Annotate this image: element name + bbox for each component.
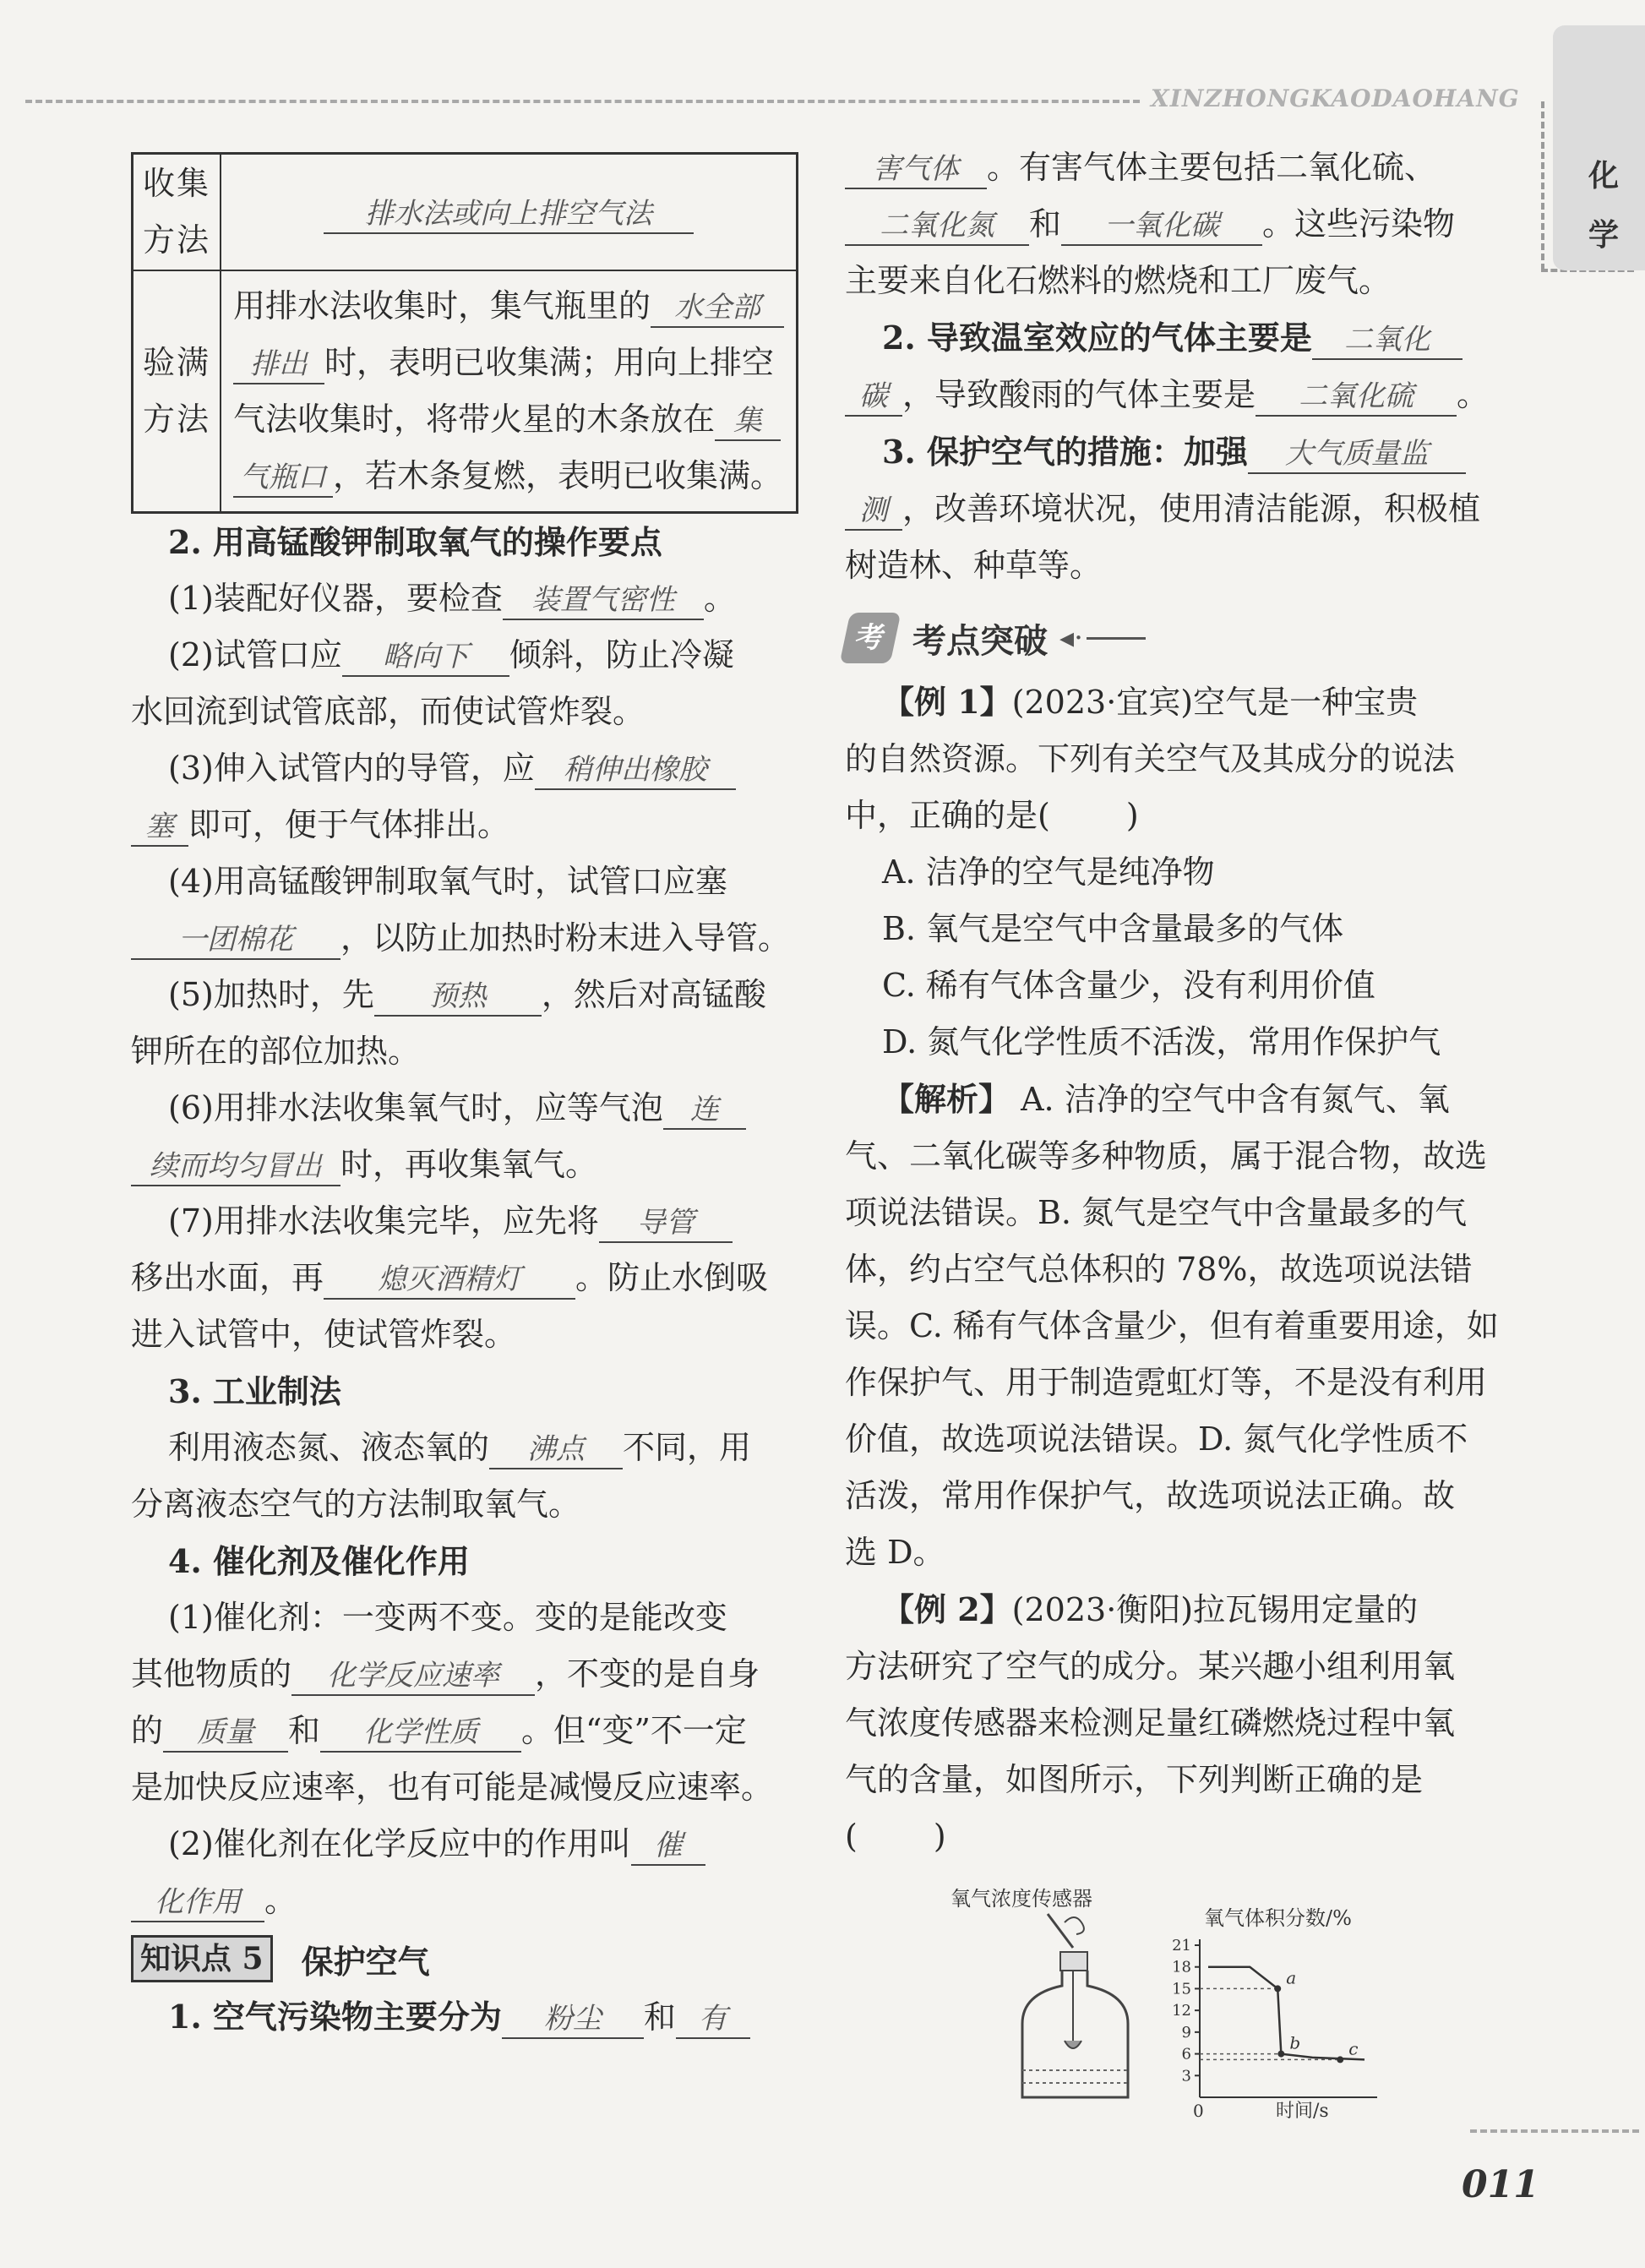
analysis-line: 活泼，常用作保护气，故选项说法正确。故 xyxy=(845,1477,1456,1514)
paragraph xyxy=(131,627,798,684)
section-title: 4. 催化剂及催化作用 xyxy=(168,1542,470,1580)
text: 移出水面，再 xyxy=(131,1259,324,1296)
text: 和 xyxy=(288,1712,321,1749)
annotation-label: c xyxy=(1348,2038,1359,2059)
side-tab-char-2: 学 xyxy=(1588,217,1620,253)
text-line: 进入试管中，使试管炸裂。 xyxy=(131,1316,517,1353)
annotation-point xyxy=(1274,1985,1281,1992)
paragraph xyxy=(845,309,1512,367)
blank: 装置气密性 xyxy=(503,581,704,620)
analysis-line xyxy=(845,1071,1512,1128)
paragraph xyxy=(131,570,798,627)
y-tick-label: 3 xyxy=(1181,2067,1191,2085)
text: (5)加热时，先 xyxy=(168,976,374,1013)
bottle-stopper xyxy=(1060,1952,1087,1971)
knowledge-point-title: 保护空气 xyxy=(301,1942,430,1981)
knowledge-point-heading xyxy=(131,1929,798,1988)
text: 时，再收集氧气。 xyxy=(340,1146,598,1183)
text: ，然后对高锰酸 xyxy=(541,976,766,1013)
side-tab-char-1: 化 xyxy=(1588,158,1620,194)
blank: 沸点 xyxy=(489,1431,623,1469)
option-c: C. 稀有气体含量少，没有利用价值 xyxy=(882,967,1375,1004)
text: 和 xyxy=(1029,205,1062,243)
blank: 气瓶口 xyxy=(233,459,333,498)
text-line: (4)用高锰酸钾制取氧气时，试管口应塞 xyxy=(168,863,727,900)
text-line: (1)催化剂：一变两不变。变的是能改变 xyxy=(168,1599,727,1636)
text: 。 xyxy=(703,580,736,617)
blank: 排出 xyxy=(233,346,324,384)
blank: 碳 xyxy=(845,378,902,417)
blank: 害气体 xyxy=(845,150,987,189)
figure-svg xyxy=(938,1876,1411,2121)
text: 。这些污染物 xyxy=(1262,205,1456,243)
blank: 连 xyxy=(663,1091,746,1130)
blank: 质量 xyxy=(163,1714,288,1753)
table-head-collection: 收集方法 xyxy=(133,154,221,271)
paragraph xyxy=(131,1193,798,1250)
text: A. 洁净的空气中含有氮气、氧 xyxy=(1021,1081,1450,1118)
origin-label: 0 xyxy=(1193,2101,1204,2121)
blank: 化学性质 xyxy=(320,1714,521,1753)
table-cell-collection xyxy=(221,154,798,271)
text: 气法收集时，将带火星的木条放在 xyxy=(232,401,715,438)
text: 1. 空气污染物主要分为 xyxy=(168,1998,502,2036)
text: (2023·宜宾)空气是一种宝贵 xyxy=(1011,684,1419,721)
example-tag: 【例 2】 xyxy=(882,1590,1012,1628)
text-line xyxy=(845,788,1512,844)
text-line xyxy=(131,797,798,853)
text-line xyxy=(131,1250,798,1306)
blank: 集 xyxy=(715,402,781,441)
section-title: 3. 工业制法 xyxy=(168,1372,341,1410)
annotation-label: b xyxy=(1289,2032,1301,2053)
phosphorus-flame xyxy=(1065,2041,1081,2048)
blank: 一氧化碳 xyxy=(1061,207,1262,246)
option-d: D. 氮气化学性质不活泼，常用作保护气 xyxy=(882,1023,1441,1060)
arrow-icon: ◂· xyxy=(1059,621,1083,655)
knowledge-point-badge: 知识点 5 xyxy=(131,1935,273,1982)
blank: 有 xyxy=(676,2000,750,2039)
text-line xyxy=(845,139,1512,196)
text: 倾斜，防止冷凝 xyxy=(509,636,734,673)
text-line: 方法研究了空气的成分。某兴趣小组利用氧 xyxy=(845,1648,1456,1685)
text-line: 树造林、种草等。 xyxy=(845,547,1103,584)
side-dashed-rule xyxy=(1541,101,1544,270)
text: 。 xyxy=(1457,376,1490,413)
analysis-line: 气、二氧化碳等多种物质，属于混合物，故选 xyxy=(845,1137,1488,1175)
page-number: 011 xyxy=(1462,2163,1539,2206)
blank: 预热 xyxy=(374,978,542,1017)
table-row xyxy=(133,154,798,271)
analysis-line: 价值，故选项说法错误。D. 氮气化学性质不 xyxy=(845,1420,1468,1458)
y-tick-label: 12 xyxy=(1172,2002,1191,2020)
analysis-tag: 【解析】 xyxy=(882,1080,1011,1118)
paragraph xyxy=(131,1420,798,1476)
header-brand: XINZHONGKAODAOHANG xyxy=(1141,85,1530,112)
text-line xyxy=(131,1703,798,1759)
text-line: 是加快反应速率，也有可能是减慢反应速率。 xyxy=(131,1769,774,1806)
text: 不同，用 xyxy=(623,1429,752,1466)
analysis-line: 选 D。 xyxy=(845,1534,945,1571)
text-line xyxy=(845,481,1512,537)
blank: 熄灭酒精灯 xyxy=(324,1261,575,1300)
text: 3. 保护空气的措施：加强 xyxy=(882,433,1248,471)
example-tag: 【例 1】 xyxy=(882,683,1012,721)
blank: 测 xyxy=(845,492,902,531)
analysis-line: 误。C. 稀有气体含量少，但有着重要用途，如 xyxy=(845,1307,1499,1344)
text: 的 xyxy=(131,1712,164,1749)
blank: 二氧化 xyxy=(1312,321,1463,360)
y-tick-label: 6 xyxy=(1181,2045,1191,2064)
option-a: A. 洁净的空气是纯净物 xyxy=(882,853,1215,891)
text: (1)装配好仪器，要检查 xyxy=(168,580,503,617)
paragraph xyxy=(131,1080,798,1137)
paragraph xyxy=(131,740,798,797)
annotation-label: a xyxy=(1286,1967,1297,1988)
blank: 塞 xyxy=(131,808,188,847)
text-line xyxy=(845,367,1512,423)
text-line: 气的含量，如图所示，下列判断正确的是 xyxy=(845,1761,1424,1798)
analysis-line: 项说法错误。B. 氮气是空气中含量最多的气 xyxy=(845,1194,1468,1231)
annotation-point xyxy=(1277,2051,1284,2058)
blank: 水全部 xyxy=(651,289,784,328)
text: 。有害气体主要包括二氧化硫、 xyxy=(987,149,1437,186)
table-head-full-check: 验满方法 xyxy=(133,270,221,513)
sensor-label: 氧气浓度传感器 xyxy=(951,1887,1092,1911)
text: 和 xyxy=(643,1998,676,2036)
text-line: 钾所在的部位加热。 xyxy=(131,1033,421,1070)
example-1-line xyxy=(845,673,1512,731)
blank: 大气质量监 xyxy=(1248,435,1466,474)
text: ，不变的是自身 xyxy=(535,1655,760,1693)
table-row xyxy=(133,270,798,513)
blank-collection-method: 排水法或向上排空气法 xyxy=(324,195,694,234)
gas-bottle xyxy=(1022,1971,1128,2097)
blank: 催 xyxy=(631,1827,705,1866)
text-line: 的自然资源。下列有关空气及其成分的说法 xyxy=(845,740,1456,777)
text: ，导致酸雨的气体主要是 xyxy=(902,376,1256,413)
text: 时，表明已收集满；用向上排空 xyxy=(324,344,774,381)
exam-points-banner xyxy=(845,602,1512,673)
text: 利用液态氮、液态氧的 xyxy=(168,1429,490,1466)
text-line: 水回流到试管底部，而使试管炸裂。 xyxy=(131,693,645,730)
blank: 导管 xyxy=(599,1204,733,1243)
text: (3)伸入试管内的导管，应 xyxy=(168,750,535,787)
subject-side-tab xyxy=(1553,25,1645,270)
pencil-icon: 考 xyxy=(840,613,901,663)
blank: 续而均匀冒出 xyxy=(131,1148,340,1186)
section-title: 2. 用高锰酸钾制取氧气的操作要点 xyxy=(168,523,662,561)
text: ，若木条复燃，表明已收集满。 xyxy=(332,457,782,494)
text: 。但“变”不一定 xyxy=(521,1712,747,1749)
text: 中，正确的是( xyxy=(845,797,1050,834)
text-line xyxy=(131,1646,798,1703)
text: ，以防止加热时粉末进入导管。 xyxy=(340,919,791,957)
text-line xyxy=(845,196,1512,253)
banner-title: 考点突破 xyxy=(912,620,1048,661)
left-column xyxy=(131,152,798,2046)
text: ) xyxy=(933,1818,946,1855)
x-axis-label: 时间/s xyxy=(1276,2101,1329,2121)
y-tick-label: 15 xyxy=(1172,1980,1191,1998)
paragraph xyxy=(845,423,1512,481)
table-cell-full-check xyxy=(221,270,798,513)
text: 其他物质的 xyxy=(131,1655,292,1693)
text-line: 主要来自化石燃料的燃烧和工厂废气。 xyxy=(845,262,1392,299)
text: (6)用排水法收集氧气时，应等气泡 xyxy=(168,1089,663,1126)
chart-layer xyxy=(1172,1937,1364,2085)
analysis-line: 体，约占空气总体积的 78%，故选项说法错 xyxy=(845,1251,1473,1288)
blank: 二氧化氮 xyxy=(845,207,1029,246)
text-line xyxy=(131,1137,798,1193)
text: 。防止水倒吸 xyxy=(575,1259,769,1296)
text: ( xyxy=(845,1818,858,1855)
banner-rule xyxy=(1087,637,1146,640)
paragraph xyxy=(131,1816,798,1873)
text: (7)用排水法收集完毕，应先将 xyxy=(168,1202,599,1240)
blank: 粉尘 xyxy=(502,2000,644,2039)
y-tick-label: 18 xyxy=(1172,1958,1191,1976)
y-axis-label: 氧气体积分数/% xyxy=(1204,1906,1352,1930)
text: (2)催化剂在化学反应中的作用叫 xyxy=(168,1825,631,1862)
y-tick-label: 21 xyxy=(1172,1937,1191,1955)
text: 即可，便于气体排出。 xyxy=(188,806,510,843)
blank: 略向下 xyxy=(342,638,509,677)
text: (2)试管口应 xyxy=(168,636,342,673)
blank: 一团棉花 xyxy=(131,921,340,960)
text: (2023·衡阳)拉瓦锡用定量的 xyxy=(1011,1591,1419,1628)
text-line: 分离液态空气的方法制取氧气。 xyxy=(131,1486,581,1523)
oxygen-sensor-figure xyxy=(938,1876,1411,2121)
paragraph xyxy=(131,1988,798,2046)
blank: 化学反应速率 xyxy=(291,1657,535,1696)
annotation-point xyxy=(1337,2056,1343,2063)
text-line xyxy=(845,1808,1512,1865)
blank: 化作用 xyxy=(131,1884,264,1922)
text: 2. 导致温室效应的气体主要是 xyxy=(882,319,1312,357)
text: 用排水法收集时，集气瓶里的 xyxy=(232,287,651,324)
blank: 二氧化硫 xyxy=(1256,378,1457,417)
oxygen-collection-table xyxy=(131,152,798,514)
blank: 稍伸出橡胶 xyxy=(535,751,736,790)
y-tick-label: 9 xyxy=(1181,2023,1191,2042)
text: ，改善环境状况，使用清洁能源，积极植 xyxy=(902,490,1481,527)
text-line: 气浓度传感器来检测足量红磷燃烧过程中氧 xyxy=(845,1704,1456,1742)
text: ) xyxy=(1125,797,1139,834)
sensor-coil xyxy=(1065,1917,1084,1934)
footer-dashed-rule xyxy=(1470,2129,1639,2133)
text-line xyxy=(131,910,798,967)
right-column xyxy=(845,139,1512,1865)
example-2-line xyxy=(845,1581,1512,1638)
text: 。 xyxy=(264,1882,297,1919)
option-b: B. 氧气是空气中含量最多的气体 xyxy=(882,910,1344,947)
paragraph xyxy=(131,967,798,1023)
analysis-line: 作保护气、用于制造霓虹灯等，不是没有利用 xyxy=(845,1364,1488,1401)
text-line xyxy=(131,1873,798,1929)
